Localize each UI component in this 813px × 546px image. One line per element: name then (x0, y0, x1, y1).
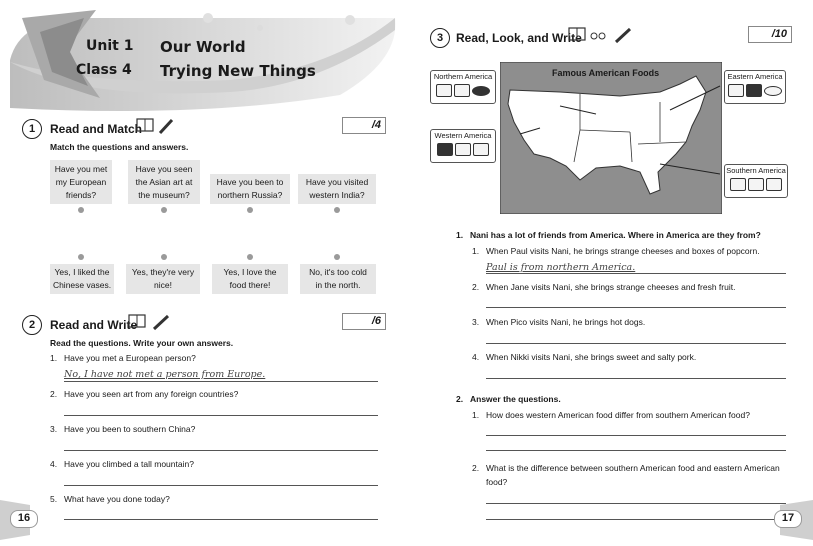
section-3-title: Read, Look, and Write (456, 31, 582, 45)
item-number: 3. (50, 424, 58, 434)
answer-line[interactable] (486, 343, 786, 344)
item-number: 2. (50, 389, 58, 399)
item-number: 3. (472, 317, 480, 327)
question-card: Have you seen the Asian art at the museum? (128, 160, 200, 204)
question-text: What is the difference between southern American food and eastern American (486, 463, 780, 473)
match-dot[interactable] (161, 254, 167, 260)
book-pencil-icon (136, 117, 176, 135)
item-number: 2. (472, 282, 480, 292)
section-1-instruction: Match the questions and answers. (50, 142, 189, 152)
region-western (430, 129, 496, 163)
answer-line[interactable] (486, 435, 786, 436)
answer-line[interactable] (64, 519, 378, 520)
answer-line[interactable] (64, 381, 378, 382)
answer-line[interactable] (486, 273, 786, 274)
question-text: Have you been to southern China? (64, 424, 196, 434)
cheese-icon (455, 143, 471, 156)
popcorn-icon (436, 84, 452, 97)
item-number: 2. (472, 463, 480, 473)
pizza-icon (728, 84, 744, 97)
answer-sample: No, I have not met a person from Europe. (64, 369, 266, 380)
page-number-right: 17 (774, 510, 802, 528)
region-label: Eastern America (727, 72, 783, 81)
question-text: Have you met a European person? (64, 353, 196, 363)
unit-title: Our World (160, 38, 246, 56)
section-1-title: Read and Match (50, 122, 143, 136)
section-2-score: /6 (342, 313, 386, 330)
section-3-score: /10 (748, 26, 792, 43)
region-label: Northern America (433, 72, 493, 81)
answer-line[interactable] (486, 450, 786, 451)
section-2-number: 2 (22, 315, 42, 335)
match-dot[interactable] (334, 254, 340, 260)
item-number: 1. (472, 246, 480, 256)
question-card: Have you been to northern Russia? (210, 174, 290, 204)
answer-line[interactable] (64, 450, 378, 451)
book-pencil-icon (128, 313, 172, 331)
section-3-number: 3 (430, 28, 450, 48)
map-title: Famous American Foods (552, 68, 660, 78)
class-label: Class 4 (76, 62, 132, 78)
question-text: When Nikki visits Nani, she brings sweet and salty pork. (486, 352, 697, 362)
unit-label: Unit 1 (86, 38, 134, 54)
region-southern (724, 164, 788, 198)
part-number: 1. (456, 230, 464, 240)
item-number: 1. (472, 410, 480, 420)
region-eastern (724, 70, 786, 104)
answer-card: Yes, I love the food there! (212, 264, 288, 294)
question-text: How does western American food differ from southern American food? (486, 410, 750, 420)
item-number: 4. (472, 352, 480, 362)
page-number-left: 16 (10, 510, 38, 528)
sausage-icon (472, 86, 490, 96)
cheese-icon (454, 84, 470, 97)
answer-line[interactable] (486, 307, 786, 308)
item-number: 1. (50, 353, 58, 363)
question-text: When Pico visits Nani, he brings hot dogs. (486, 317, 646, 327)
match-dot[interactable] (78, 254, 84, 260)
answer-line[interactable] (486, 378, 786, 379)
region-northern (430, 70, 496, 104)
section-1-score: /4 (342, 117, 386, 134)
pepper-icon (748, 178, 764, 191)
answer-card: Yes, they're very nice! (126, 264, 200, 294)
fruit-icon (437, 143, 453, 156)
question-text: Have you seen art from any foreign countries? (64, 389, 239, 399)
pork-icon (730, 178, 746, 191)
section-2-instruction: Read the questions. Write your own answers. (50, 338, 234, 348)
crab-icon (473, 143, 489, 156)
region-label: Western America (434, 131, 492, 140)
match-dot[interactable] (247, 254, 253, 260)
match-dot[interactable] (334, 207, 340, 213)
answer-line[interactable] (486, 503, 786, 504)
part-heading: Answer the questions. (470, 394, 561, 404)
question-card: Have you visited western India? (298, 174, 376, 204)
question-text: When Paul visits Nani, he brings strange cheeses and boxes of popcorn. (486, 246, 760, 256)
question-text: When Jane visits Nani, she brings strange cheeses and fresh fruit. (486, 282, 736, 292)
section-1-number: 1 (22, 119, 42, 139)
question-card: Have you met my European friends? (50, 160, 112, 204)
item-number: 4. (50, 459, 58, 469)
hotdog-icon (764, 86, 782, 96)
pie-icon (746, 84, 762, 97)
book-eyes-pencil-icon (568, 25, 634, 45)
part-heading: Nani has a lot of friends from America. Where in America are they from? (470, 230, 761, 240)
item-number: 5. (50, 494, 58, 504)
usa-food-map (500, 62, 722, 214)
part-number: 2. (456, 394, 464, 404)
fish-icon (766, 178, 782, 191)
question-text: Have you climbed a tall mountain? (64, 459, 194, 469)
region-label: Southern America (726, 166, 786, 175)
section-2-title: Read and Write (50, 318, 138, 332)
question-text: What have you done today? (64, 494, 170, 504)
answer-card: No, it's too cold in the north. (300, 264, 376, 294)
lesson-title: Trying New Things (160, 62, 316, 80)
match-dot[interactable] (161, 207, 167, 213)
question-text: food? (486, 477, 508, 487)
answer-line[interactable] (486, 519, 786, 520)
match-dot[interactable] (78, 207, 84, 213)
answer-line[interactable] (64, 415, 378, 416)
answer-card: Yes, I liked the Chinese vases. (50, 264, 114, 294)
match-dot[interactable] (247, 207, 253, 213)
answer-line[interactable] (64, 485, 378, 486)
answer-sample: Paul is from northern America. (486, 262, 636, 273)
